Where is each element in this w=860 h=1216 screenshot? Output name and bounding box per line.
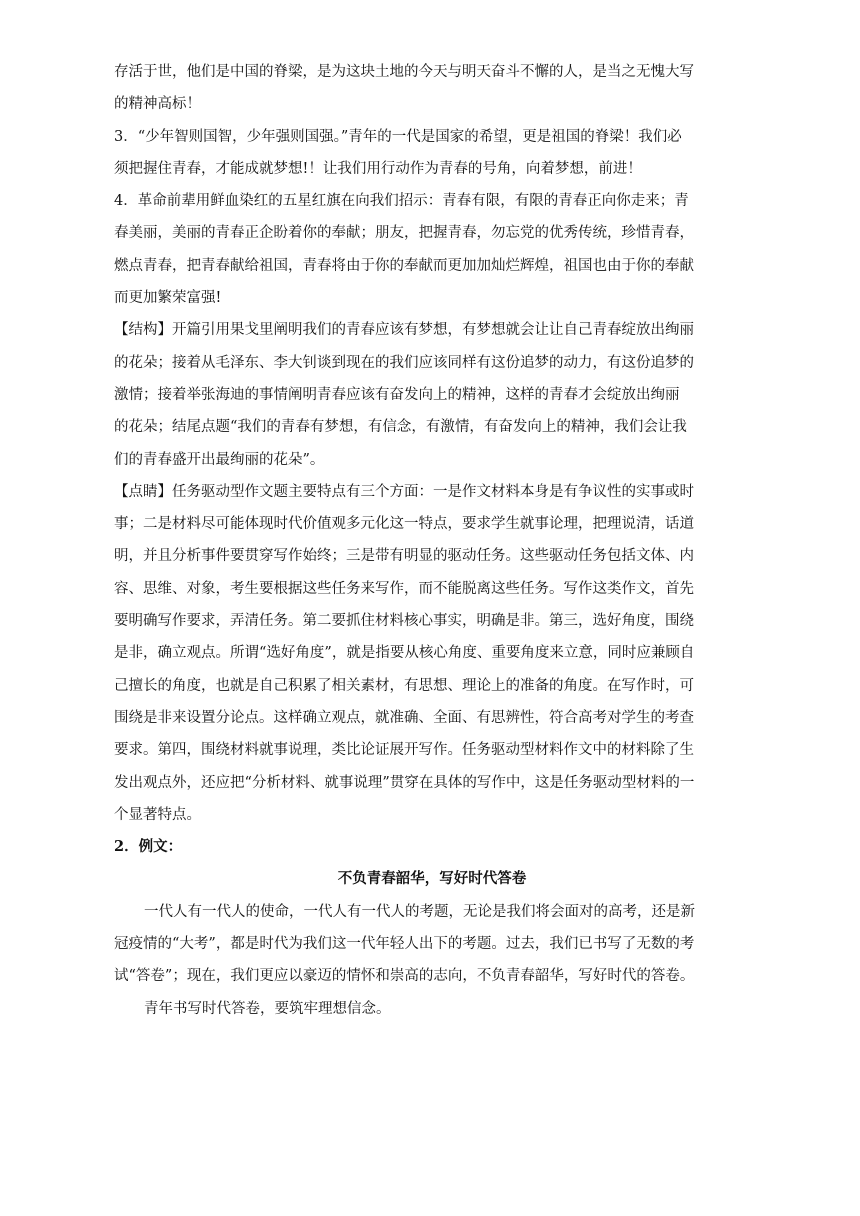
essay-paragraph-line: 冠疫情的“大考”，都是时代为我们这一代年轻人出下的考题。过去，我们已书写了无数的考 xyxy=(114,936,695,953)
text-line: 4．革命前辈用鲜血染红的五星红旗在向我们招示：青春有限，有限的青春正向你走来；青 xyxy=(114,193,689,210)
text-line: 3．“少年智则国智，少年强则国强。”青年的一代是国家的希望，更是祖国的脊梁！我们必 xyxy=(114,128,682,145)
text-line: 的花朵；接着从毛泽东、李大钊谈到现在的我们应该同样有这份追梦的动力，有这份追梦的 xyxy=(114,354,694,371)
text-line: 发出观点外，还应把“分析材料、就事说理”贯穿在具体的写作中，这是任务驱动型材料的一 xyxy=(114,774,695,791)
text-line: 春美丽，美丽的青春正企盼着你的奉献；朋友，把握青春，勿忘党的优秀传统，珍惜青春， xyxy=(114,225,694,242)
text-line: 己擅长的角度，也就是自己积累了相关素材，有思想、理论上的准备的角度。在写作时，可 xyxy=(114,677,694,694)
text-line: 个显著特点。 xyxy=(114,806,201,823)
essay-title: 不负青春韶华，写好时代答卷 xyxy=(337,870,527,888)
highlight-line: 【点睛】任务驱动型作文题主要特点有三个方面：一是作文材料本身是有争议性的实事或时 xyxy=(114,483,694,500)
structure-line: 【结构】开篇引用果戈里阐明我们的青春应该有梦想，有梦想就会让让自己青春绽放出绚丽 xyxy=(114,322,694,339)
text-line: 的花朵；结尾点题“我们的青春有梦想，有信念，有激情，有奋发向上的精神，我们会让我 xyxy=(114,419,687,436)
text-line: 而更加繁荣富强! xyxy=(114,290,222,307)
essay-paragraph-line: 试“答卷”；现在，我们更应以豪迈的情怀和崇高的志向，不负青春韶华，写好时代的答卷。 xyxy=(114,968,695,985)
text-line: 燃点青春，把青春献给祖国，青春将由于你的奉献而更加加灿烂辉煌，祖国也由于你的奉献 xyxy=(114,257,694,274)
section-heading: 2．例文： xyxy=(114,838,183,856)
text-line: 存活于世，他们是中国的脊梁，是为这块土地的今天与明天奋斗不懈的人，是当之无愧大写 xyxy=(114,64,694,80)
text-line: 要求。第四，围绕材料就事说理，类比论证展开写作。任务驱动型材料作文中的材料除了生 xyxy=(114,742,694,759)
essay-paragraph-line: 一代人有一代人的使命，一代人有一代人的考题，无论是我们将会面对的高考，还是新 xyxy=(144,903,695,920)
text-line: 激情；接着举张海迪的事情阐明青春应该有奋发向上的精神，这样的青春才会绽放出绚丽 xyxy=(114,386,680,403)
text-line: 容、思维、对象，考生要根据这些任务来写作，而不能脱离这些任务。写作这类作文，首先 xyxy=(114,580,694,597)
text-line: 须把握住青春，才能成就梦想!！让我们用行动作为青春的号角，向着梦想，前进！ xyxy=(114,160,642,177)
text-line: 明，并且分析事件要贯穿写作始终；三是带有明显的驱动任务。这些驱动任务包括文体、内 xyxy=(114,548,694,565)
text-line: 围绕是非来设置分论点。这样确立观点，就准确、全面、有思辨性，符合高考对学生的考查 xyxy=(114,709,694,726)
text-line: 是非，确立观点。所谓“选好角度”，就是指要从核心角度、重要角度来立意，同时应兼顾自 xyxy=(114,645,695,662)
text-line: 的精神高标！ xyxy=(114,96,201,113)
text-line: 们的青春盛开出最绚丽的花朵”。 xyxy=(114,451,325,468)
text-line: 事；二是材料尽可能体现时代价值观多元化这一特点，要求学生就事论理，把理说清，话道 xyxy=(114,516,694,533)
essay-paragraph-line: 青年书写时代答卷，要筑牢理想信念。 xyxy=(144,1000,391,1017)
text-line: 要明确写作要求，弄清任务。第二要抓住材料核心事实，明确是非。第三，选好角度，围绕 xyxy=(114,613,694,630)
